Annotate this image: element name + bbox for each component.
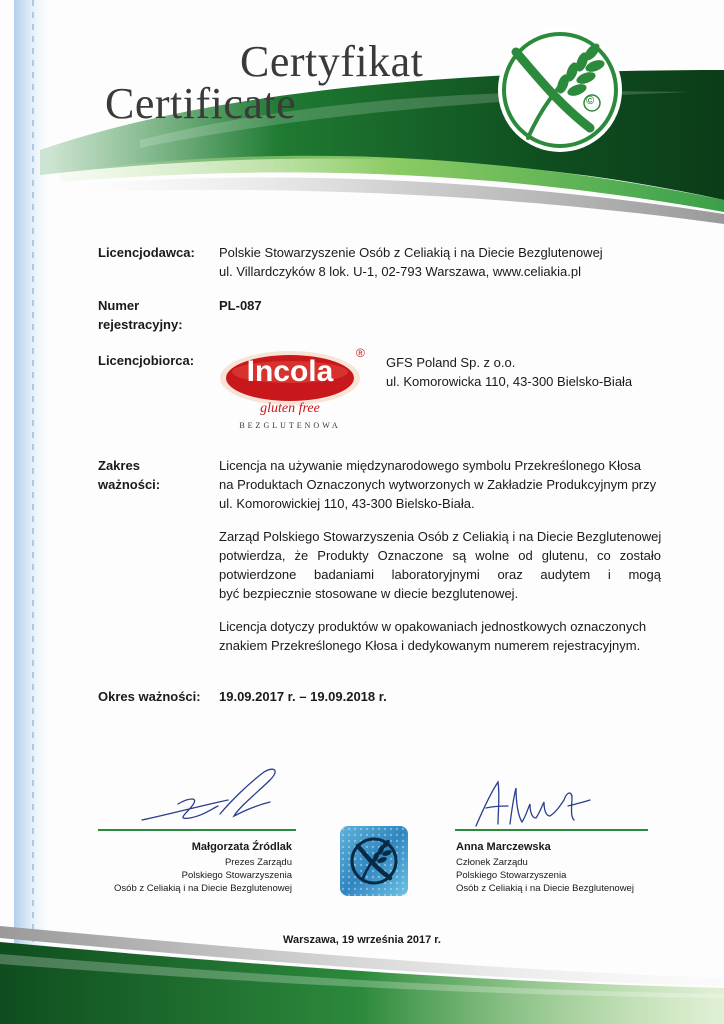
signatory-right-role1: Członek Zarządu [456,857,528,868]
scope-p3-line1: Licencja dotyczy produktów w opakowaniach jednostkowych oznaczonych [219,619,647,634]
signatory-right-role2: Polskiego Stowarzyszenia [456,870,567,881]
scope-label-2: ważności: [98,477,161,492]
scope-p1-line3: ul. Komorowickiej 110, 43-300 Bielsko-Biała. [219,496,475,511]
validity-dates: 19.09.2017 r. – 19.09.2018 r. [219,689,387,704]
signature-left [130,762,300,832]
signature-line-left [98,829,296,831]
licensor-name: Polskie Stowarzyszenie Osób z Celiakią i na Diecie Bezglutenowej [219,245,603,260]
licensor-label: Licencjodawca: [98,245,195,260]
licensee-label: Licencjobiorca: [98,353,195,368]
scope-p2-line4: być bezpiecznie stosowane w diecie bezglutenowej. [219,586,519,601]
licensee-address: ul. Komorowicka 110, 43-300 Bielsko-Biała [386,374,633,389]
scope-p2-line2: potwierdza, że Produkty Oznaczone są wolne od glutenu, co zostało [219,548,661,563]
signature-line-right [455,829,648,831]
signatory-right-name: Anna Marczewska [456,841,551,853]
incola-brand-name: Incola [246,355,334,388]
place-and-date: Warszawa, 19 września 2017 r. [283,934,441,946]
signature-right [468,776,598,836]
signatory-left-role2: Polskiego Stowarzyszenia [181,870,292,881]
incola-registered: ® [356,346,365,360]
incola-tagline: gluten free [260,401,320,416]
signatory-left-role3: Osób z Celiakią i na Diecie Bezglutenowej [114,883,292,894]
crossed-grain-icon [498,28,622,152]
scope-p2-line3: potwierdzone badaniami laboratoryjnymi oraz audytem i mogą [219,567,661,582]
registration-label-1: Numer [98,298,140,313]
registration-label-2: rejestracyjny: [98,317,183,332]
signatory-left-role1: Prezes Zarządu [224,857,292,868]
signatory-right-role3: Osób z Celiakią i na Diecie Bezglutenowej [456,883,634,894]
validity-label: Okres ważności: [98,689,201,704]
copyright-mark: © [586,95,595,107]
scope-p3-line2: znakiem Przekreślonego Kłosa i dedykowanym numerem rejestracyjnym. [219,638,641,653]
signatory-left-name: Małgorzata Źródlak [191,841,292,853]
incola-sub: BEZGLUTENOWA [239,421,341,430]
title-english: Certificate [105,79,297,128]
incola-logo [218,348,378,438]
scope-p1-line1: Licencja na używanie międzynarodowego symbolu Przekreślonego Kłosa [219,458,642,473]
scope-p2-line1: Zarząd Polskiego Stowarzyszenia Osób z Celiakią i na Diecie Bezglutenowej [219,529,662,544]
scope-label-1: Zakres [98,458,140,473]
title-polish: Certyfikat [240,37,424,86]
licensor-address: ul. Villardczyków 8 lok. U-1, 02-793 Warszawa, www.celiakia.pl [219,264,581,279]
hologram-crossed-grain-icon [340,826,408,896]
licensee-company: GFS Poland Sp. z o.o. [386,355,516,370]
registration-number: PL-087 [219,298,262,313]
scope-p1-line2: na Produktach Oznaczonych wytworzonych w Zakładzie Produkcyjnym przy [219,477,657,492]
